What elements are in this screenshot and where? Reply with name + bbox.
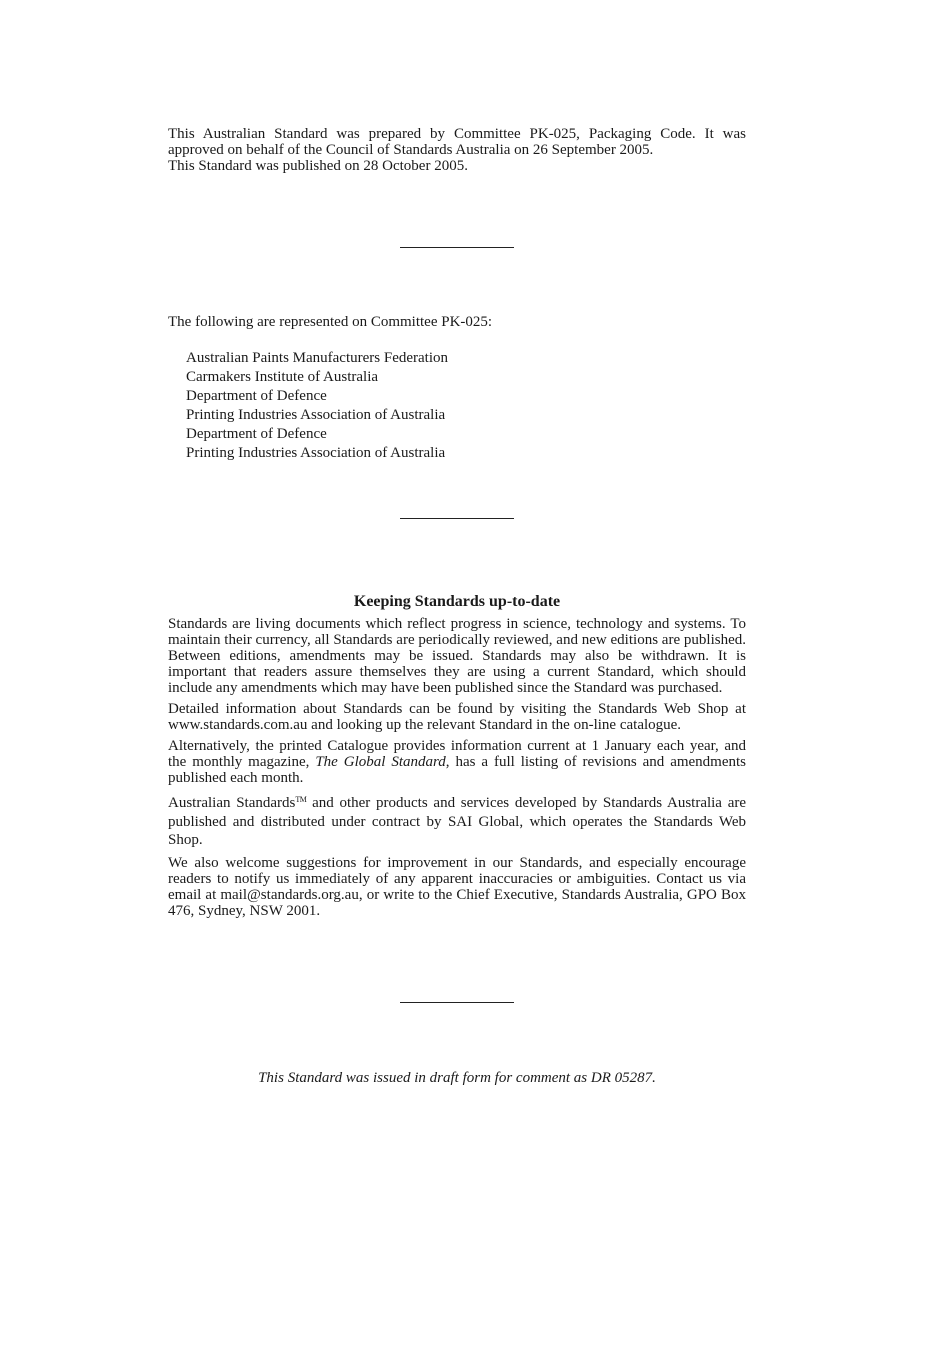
list-item: Department of Defence xyxy=(186,426,327,442)
sai-global-paragraph xyxy=(168,791,746,850)
trademark-symbol: TM xyxy=(295,795,307,804)
keeping-standards-heading: Keeping Standards up-to-date xyxy=(353,593,561,610)
list-item: Australian Paints Manufacturers Federation xyxy=(186,350,449,366)
catalogue-text-start: Alternatively, the printed Catalogue provides information current at 1 January each year, and the monthly magazine, xyxy=(168,738,746,770)
feedback-paragraph: We also welcome suggestions for improvement in our Standards, and especially encourage readers to notify us immediately of any apparent inaccuracies or ambiguities. Contact us via email at mail@standards.org.au, or write to the Chief Executive, Standards Australia, GPO Box 476, Sydney, NSW 2001. xyxy=(168,854,746,919)
sai-global-text: and other products and services developed by Standards Australia are published and distributed under contract by SAI Global, which operates the Standards Web Shop. xyxy=(168,795,747,848)
publication-date-statement: This Standard was published on 28 October 2005. xyxy=(168,158,468,174)
list-item: Department of Defence xyxy=(186,388,327,404)
web-shop-paragraph: Detailed information about Standards can be found by visiting the Standards Web Shop at www.standards.com.au and looking up the relevant Standard in the on-line catalogue. xyxy=(168,701,746,733)
list-item: Printing Industries Association of Australia xyxy=(186,407,446,423)
australian-standards-text: Australian Standards xyxy=(168,795,296,811)
committee-organisation-list xyxy=(186,349,448,463)
list-item: Carmakers Institute of Australia xyxy=(186,369,379,385)
catalogue-paragraph xyxy=(168,738,746,786)
section-divider xyxy=(400,1002,514,1003)
living-documents-paragraph: Standards are living documents which reflect progress in science, technology and systems. To maintain their currency, all Standards are periodically reviewed, and new editions are published. Between editions, amendments may be issued. Standards may also be withdrawn. It is important that readers assure themselves they are using a current Standard, which should include any amendments which may have been published since the Standard was purchased. xyxy=(168,616,746,696)
keeping-standards-section xyxy=(168,616,746,924)
catalogue-text-end: , has a full listing of revisions and amendments published each month. xyxy=(168,754,747,786)
committee-representation-heading: The following are represented on Committee PK-025: xyxy=(168,314,493,330)
draft-issue-note: This Standard was issued in draft form for comment as DR 05287. xyxy=(258,1070,656,1086)
intro-section xyxy=(168,126,746,174)
section-divider xyxy=(400,247,514,248)
magazine-title: The Global Standard xyxy=(315,754,446,770)
list-item: Printing Industries Association of Australia xyxy=(186,445,446,461)
approval-statement: This Australian Standard was prepared by Committee PK-025, Packaging Code. It was approved on behalf of the Council of Standards Australia on 26 September 2005. xyxy=(168,126,746,158)
section-divider xyxy=(400,518,514,519)
